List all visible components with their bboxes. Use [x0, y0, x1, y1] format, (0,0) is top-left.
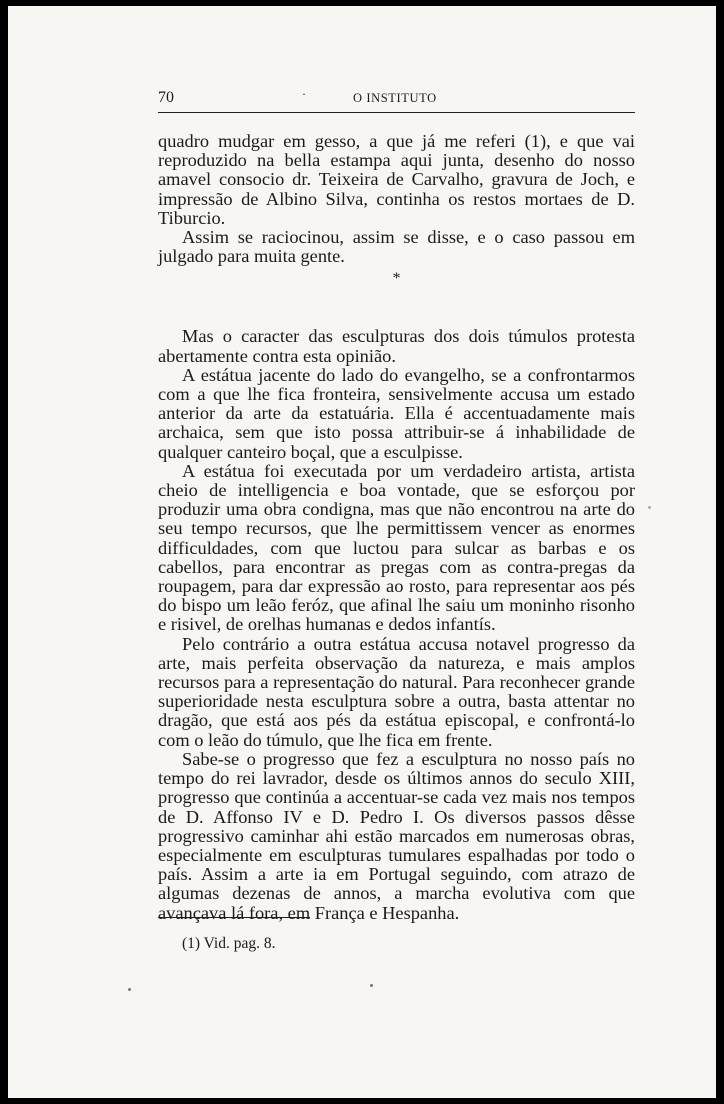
- section-mark: *: [392, 270, 401, 288]
- paragraph: Assim se raciocinou, assim se disse, e o caso passou em julgado para muita gente.: [158, 227, 635, 267]
- paper-speck: [128, 988, 131, 991]
- paragraph: quadro mudgar em gesso, a que já me referi (1), e que vai reproduzido na bella estampa aqui junta, desenho do nosso amavel consocio dr. Teixeira de Carvalho, gravura de Joch, e impressão de Albino Silva, continha os restos mortaes de D. Tiburcio.: [158, 131, 635, 228]
- paper-speck: [648, 506, 651, 509]
- paragraph: Sabe-se o progresso que fez a esculptura no nosso país no tempo do rei lavrador, desde os últimos annos do seculo XIII, progresso que continúa a accentuar-se cada vez mais nos tempos de D. Affonso IV e D. Pedro I. Os diversos passos dêsse progressivo caminhar ahi estão marcados em numerosas obras, especialmente em esculpturas tumulares espalhadas por todo o país. Assim a arte ia em Portugal seguindo, com atrazo de algumas dezenas de annos, a marcha evolutiva com que avançava lá fora, em França e Hespanha.: [158, 748, 635, 923]
- header-rule: [158, 112, 635, 113]
- paragraph: A estátua jacente do lado do evangelho, se a confrontarmos com a que lhe fica fronteira, sensivelmente accusa um estado anterior da arte da estatuária. Ella é accentuadamente mais archaica, sem que isto possa attribuir-se á inhabilidade de qualquer canteiro boçal, que a esculpisse.: [158, 364, 635, 462]
- running-title: O INSTITUTO: [353, 91, 437, 105]
- paragraph: Mas o caracter das esculpturas dos dois túmulos protesta abertamente contra esta opinião.: [158, 326, 635, 366]
- page-number: 70: [158, 89, 174, 106]
- book-page: [8, 6, 716, 1098]
- paragraph: Pelo contrário a outra estátua accusa notavel progresso da arte, mais perfeita observação da natureza, e mais amplos recursos para a representação do natural. Para reconhecer grande superioridade nesta esculptura sobre a outra, basta attentar no dragão, que está aos pés da estátua episcopal, e confrontá-lo com o leão do túmulo, que lhe fica em frente.: [158, 633, 635, 750]
- footnote: (1) Vid. pag. 8.: [182, 935, 276, 952]
- footnote-rule: [158, 917, 310, 918]
- body-text: [158, 132, 635, 923]
- running-header: [158, 89, 635, 111]
- header-separator: ·: [302, 87, 306, 101]
- paragraph: A estátua foi executada por um verdadeiro artista, artista cheio de intelligencia e boa vontade, que se esforçou por produzir uma obra condigna, mas que não encontrou na arte do seu tempo recursos, que lhe permittissem vencer as enormes difficuldades, com que luctou para sulcar as barbas e os cabellos, para encontrar as pregas com as contra-pregas da roupagem, para dar expressão ao rosto, para representar aos pés do bispo um leão feróz, que afinal lhe saiu um moninho risonho e risivel, de orelhas humanas e dedos infantís.: [158, 460, 635, 635]
- paper-speck: [370, 984, 373, 987]
